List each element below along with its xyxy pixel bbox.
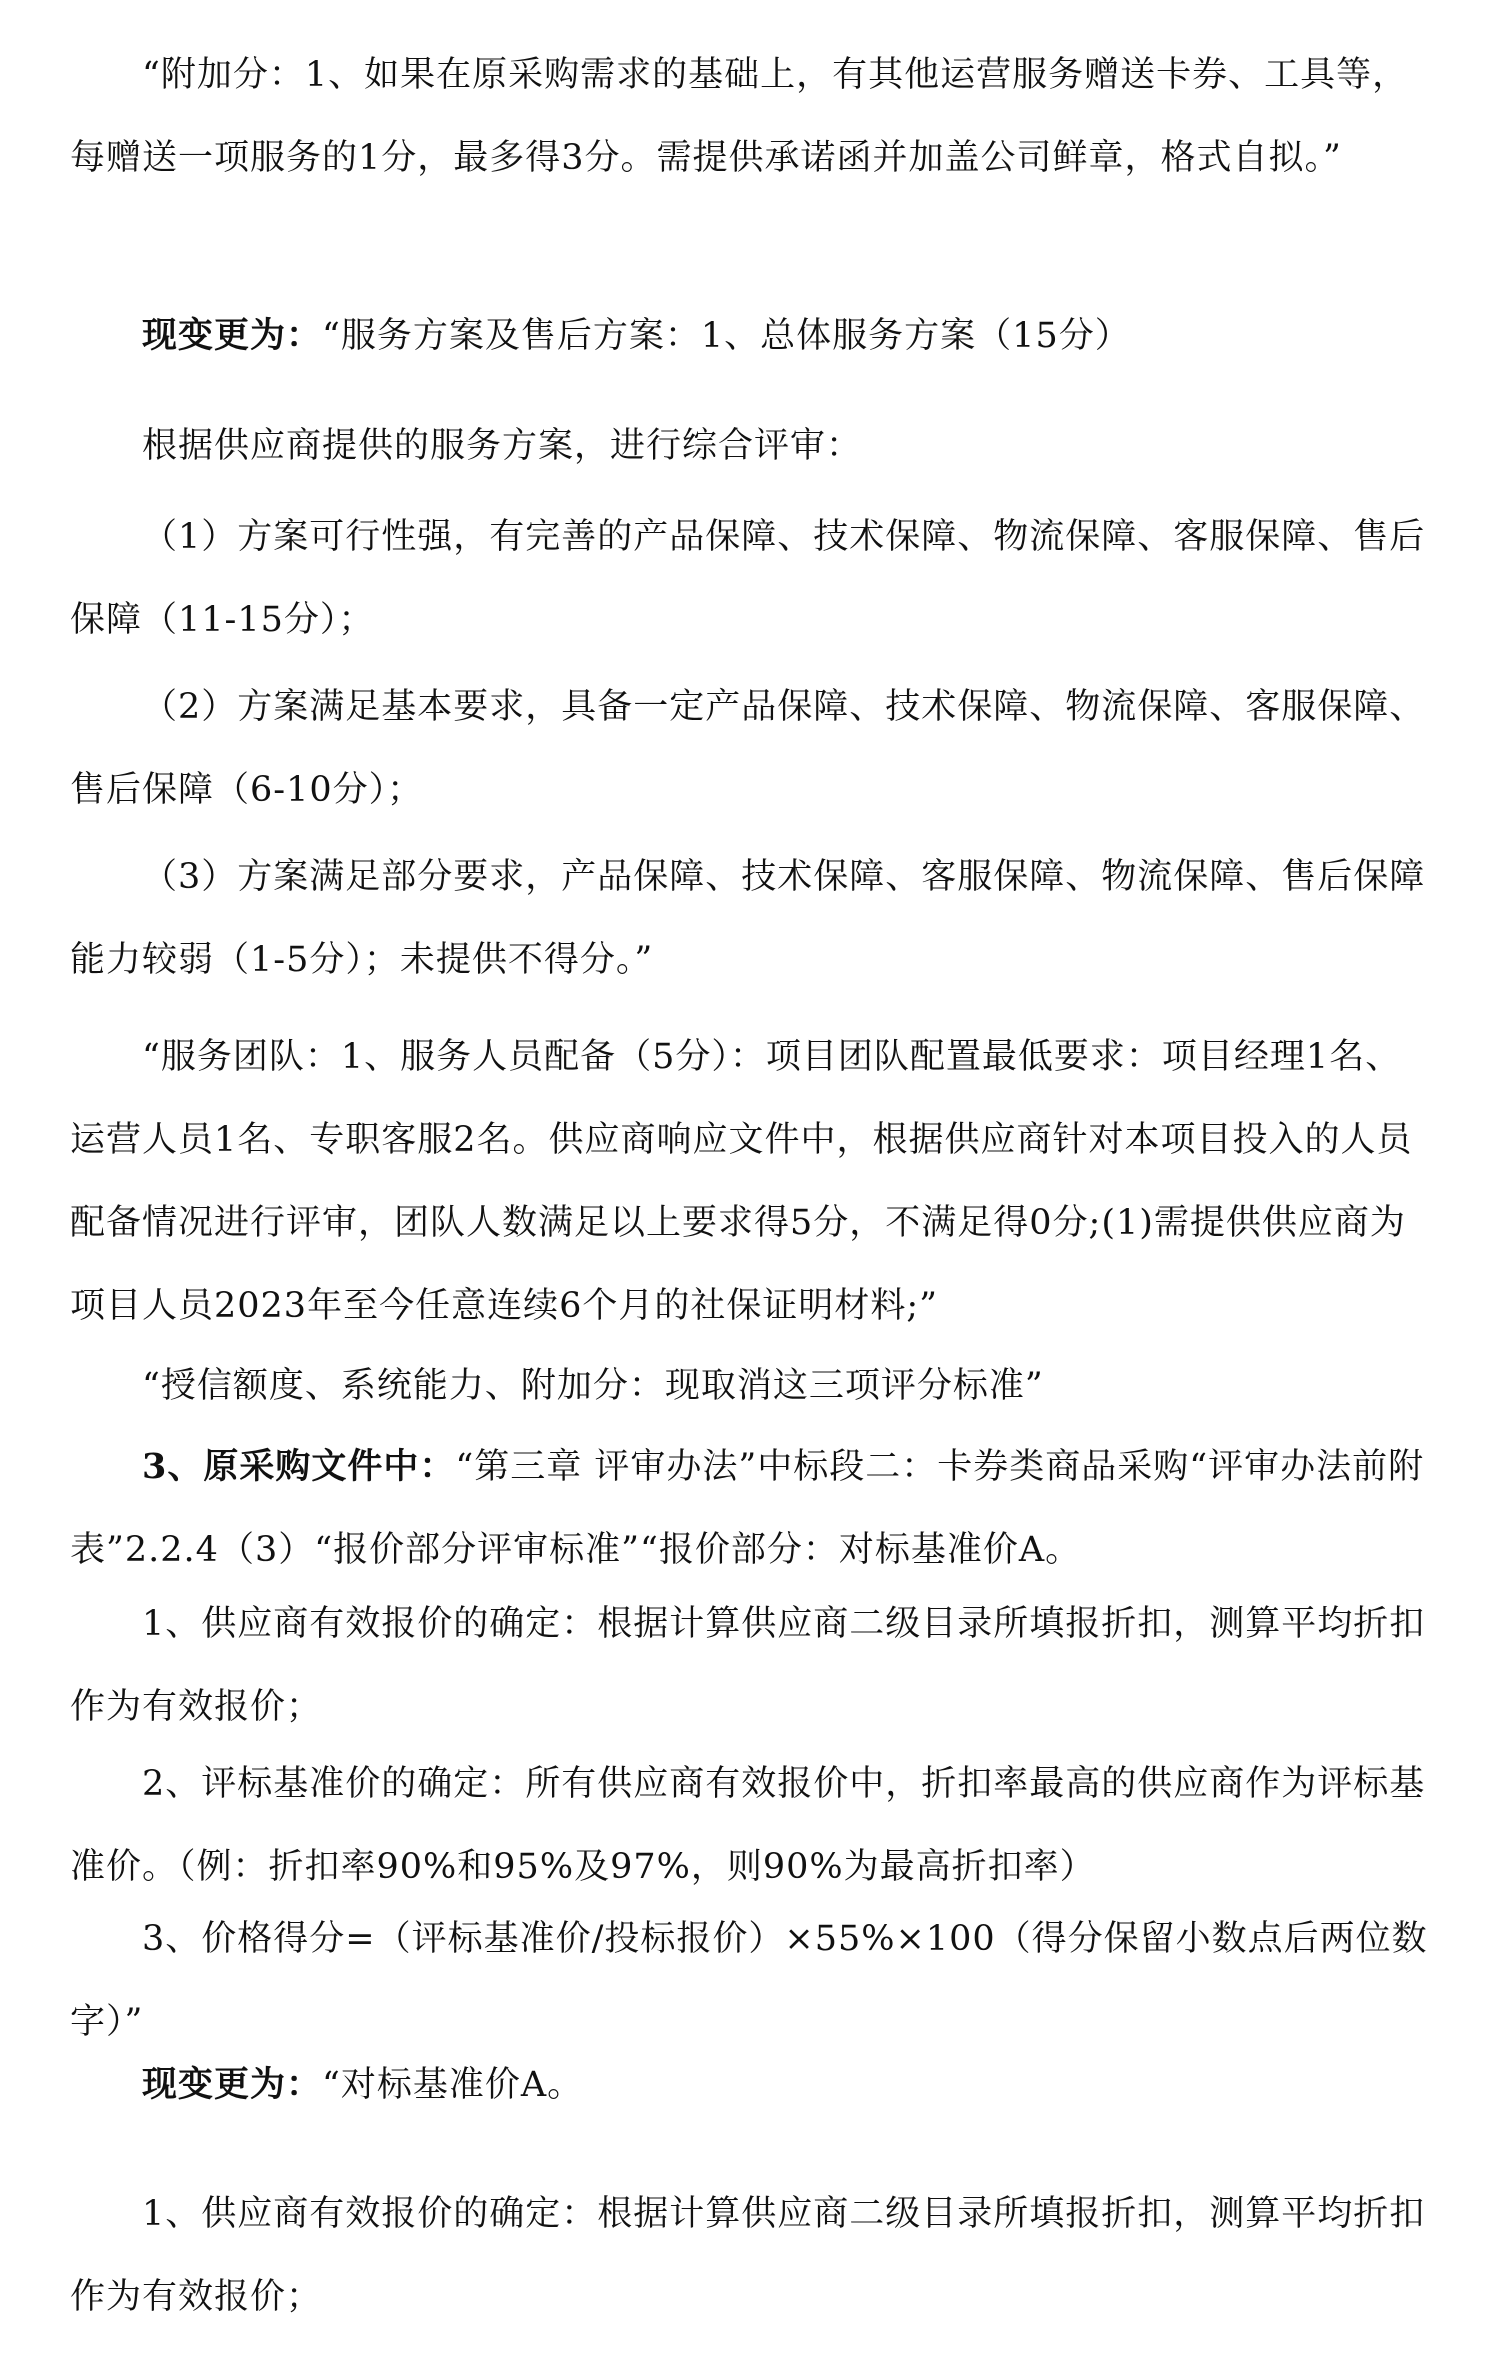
paragraph-effective-quote-original: 1、供应商有效报价的确定：根据计算供应商二级目录所填报折扣，测算平均折扣作为有效报价； <box>70 1604 1426 1727</box>
paragraph-changed-to-service-plan <box>70 294 1432 378</box>
paragraph-criterion-3: （3）方案满足部分要求，产品保障、技术保障、客服保障、物流保障、售后保障能力较弱（1-5分）；未提供不得分。” <box>70 857 1426 980</box>
paragraph-changed-to-benchmark <box>70 2043 1432 2127</box>
label-changed-to-second: 现变更为： <box>142 2064 323 2105</box>
paragraph-cancelled-items: “授信额度、系统能力、附加分：现取消这三项评分标准” <box>142 1366 1044 1406</box>
paragraph-review-intro: 根据供应商提供的服务方案，进行综合评审： <box>142 426 863 466</box>
paragraph-benchmark-price: 2、评标基准价的确定：所有供应商有效报价中，折扣率最高的供应商作为评标基准价。（例：折扣率90%和95%及97%，则90%为最高折扣率） <box>70 1764 1426 1887</box>
label-original-procurement: 3、原采购文件中： <box>142 1446 456 1487</box>
paragraph-original-procurement <box>70 1425 1432 1592</box>
text-service-plan: “服务方案及售后方案：1、总体服务方案（15分） <box>322 316 1131 356</box>
paragraph-criterion-1: （1）方案可行性强，有完善的产品保障、技术保障、物流保障、客服保障、售后保障（11-15分）； <box>70 517 1426 640</box>
paragraph-price-score: 3、价格得分=（评标基准价/投标报价）×55%×100（得分保留小数点后两位数字）” <box>70 1919 1428 2042</box>
text-original-procurement: “第三章 评审办法”中标段二：卡券类商品采购“评审办法前附表”2.2.4（3）“报价部分评审标准”“报价部分：对标基准价A。 <box>70 1447 1425 1570</box>
paragraph-service-team: “服务团队：1、服务人员配备（5分）：项目团队配置最低要求：项目经理1名、运营人员1名、专职客服2名。供应商响应文件中，根据供应商针对本项目投入的人员配备情况进行评审，团队人数满足以上要求得5分，不满足得0分;(1)需提供供应商为项目人员2023年至今任意连续6个月的社保证明材料;” <box>70 1037 1413 1326</box>
paragraph-additional-points: “附加分：1、如果在原采购需求的基础上，有其他运营服务赠送卡券、工具等，每赠送一项服务的1分，最多得3分。需提供承诺函并加盖公司鲜章，格式自拟。” <box>70 55 1409 178</box>
paragraph-criterion-2: （2）方案满足基本要求，具备一定产品保障、技术保障、物流保障、客服保障、售后保障（6-10分）； <box>70 687 1426 810</box>
paragraph-effective-quote-new: 1、供应商有效报价的确定：根据计算供应商二级目录所填报折扣，测算平均折扣作为有效报价； <box>70 2194 1426 2317</box>
text-benchmark: “对标基准价A。 <box>322 2065 584 2105</box>
label-changed-to: 现变更为： <box>142 315 323 356</box>
